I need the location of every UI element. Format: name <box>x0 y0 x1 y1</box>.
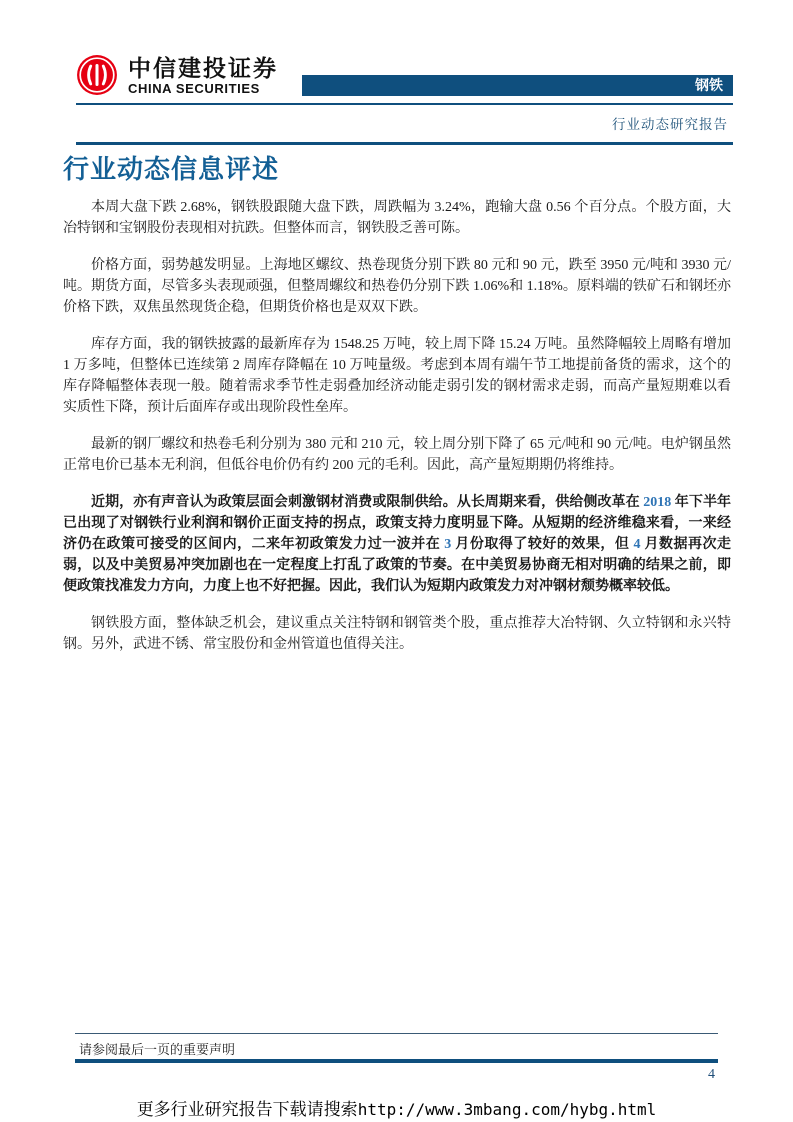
footer-disclaimer: 请参阅最后一页的重要声明 <box>79 1042 236 1057</box>
brand-name-cn: 中信建投证券 <box>128 54 278 81</box>
header-rule-top <box>76 103 733 105</box>
policy-month-highlight: 3 <box>444 537 452 552</box>
sector-tag-label: 钢铁 <box>695 77 723 93</box>
footer-rule-thin <box>75 1033 718 1034</box>
download-note-url: http://www.3mbang.com/hybg.html <box>357 1100 657 1119</box>
policy-text-segment: 月数据再次走弱，以及中美贸易冲突加剧也在一定程度上打乱了政策的节奏。在中美贸易协商无相对明确的结果之前，即便政策找准发力方向，力度上也不好把握。因此，我们认为短期内政策发力对冲钢材颓势概率较低。 <box>63 537 732 594</box>
paragraph-prices: 价格方面，弱势越发明显。上海地区螺纹、热卷现货分别下跌 80 元和 90 元，跌至 3950 元/吨和 3930 元/吨。期货方面，尽管多头表现顽强，但整周螺纹和热卷仍分别下跌 1.06%和 1.18%。原料端的铁矿石和钢坯亦价格下跌，双焦虽然现货企稳，但期货价格也是双双下跌。 <box>63 258 731 315</box>
paragraph-policy-view <box>63 492 731 597</box>
brand-name-en: CHINA SECURITIES <box>128 80 260 96</box>
paragraph-margins: 最新的钢厂螺纹和热卷毛利分别为 380 元和 210 元，较上周分别下降了 65 元/吨和 90 元/吨。电炉钢虽然正常电价已基本无利润，但低谷电价仍有约 200 元的毛利。因此，高产量短期期仍将维持。 <box>63 437 731 473</box>
header-rule-bottom <box>76 142 733 145</box>
paragraph-inventory: 库存方面，我的钢铁披露的最新库存为 1548.25 万吨，较上周下降 15.24 万吨。虽然降幅较上周略有增加 1 万多吨，但整体已连续第 2 周库存降幅在 10 万吨量级。考虑到本周有端午节工地提前备货的需求，这个的库存降幅整体表现一般。随着需求季节性走弱叠加经济动能走弱引发的钢材需求走弱，而高产量短期难以看实质性下降，预计后面库存或出现阶段性垒库。 <box>63 337 731 415</box>
policy-month-highlight: 4 <box>633 537 641 552</box>
policy-text-segment: 月份取得了较好的效果，但 <box>451 537 634 552</box>
policy-year-highlight: 2018 <box>643 495 672 510</box>
download-note <box>0 1095 793 1120</box>
paragraph-market-review: 本周大盘下跌 2.68%，钢铁股跟随大盘下跌，周跌幅为 3.24%，跑输大盘 0.56 个百分点。个股方面，大冶特钢和宝钢股份表现相对抗跌。但整体而言，钢铁股乏善可陈。 <box>63 200 731 236</box>
report-type-label: 行业动态研究报告 <box>612 117 728 132</box>
section-title: 行业动态信息评述 <box>63 154 280 184</box>
page-number: 4 <box>708 1067 715 1082</box>
download-note-prefix: 更多行业研究报告下载请搜索 <box>136 1100 358 1119</box>
citic-logo-icon <box>76 54 118 96</box>
report-body <box>63 154 731 671</box>
brand-name-block <box>128 55 278 96</box>
paragraph-stock-picks: 钢铁股方面，整体缺乏机会，建议重点关注特钢和钢管类个股，重点推荐大冶特钢、久立特钢和永兴特钢。另外，武进不锈、常宝股份和金州管道也值得关注。 <box>63 616 731 652</box>
brand-logo <box>76 54 278 96</box>
footer-rule-thick <box>75 1059 718 1063</box>
sector-tag-bar <box>302 75 733 96</box>
policy-text-segment: 近期，亦有声音认为政策层面会刺激钢材消费或限制供给。从长周期来看，供给侧改革在 <box>91 495 644 510</box>
policy-text-segment: 年下半年已出现了对钢铁行业利润和钢价正面支持的拐点，政策支持力度明显下降。从短期的经济维稳来看，一来经济仍在政策可接受的区间内，二来年初政策发力过一波并在 <box>63 495 732 552</box>
